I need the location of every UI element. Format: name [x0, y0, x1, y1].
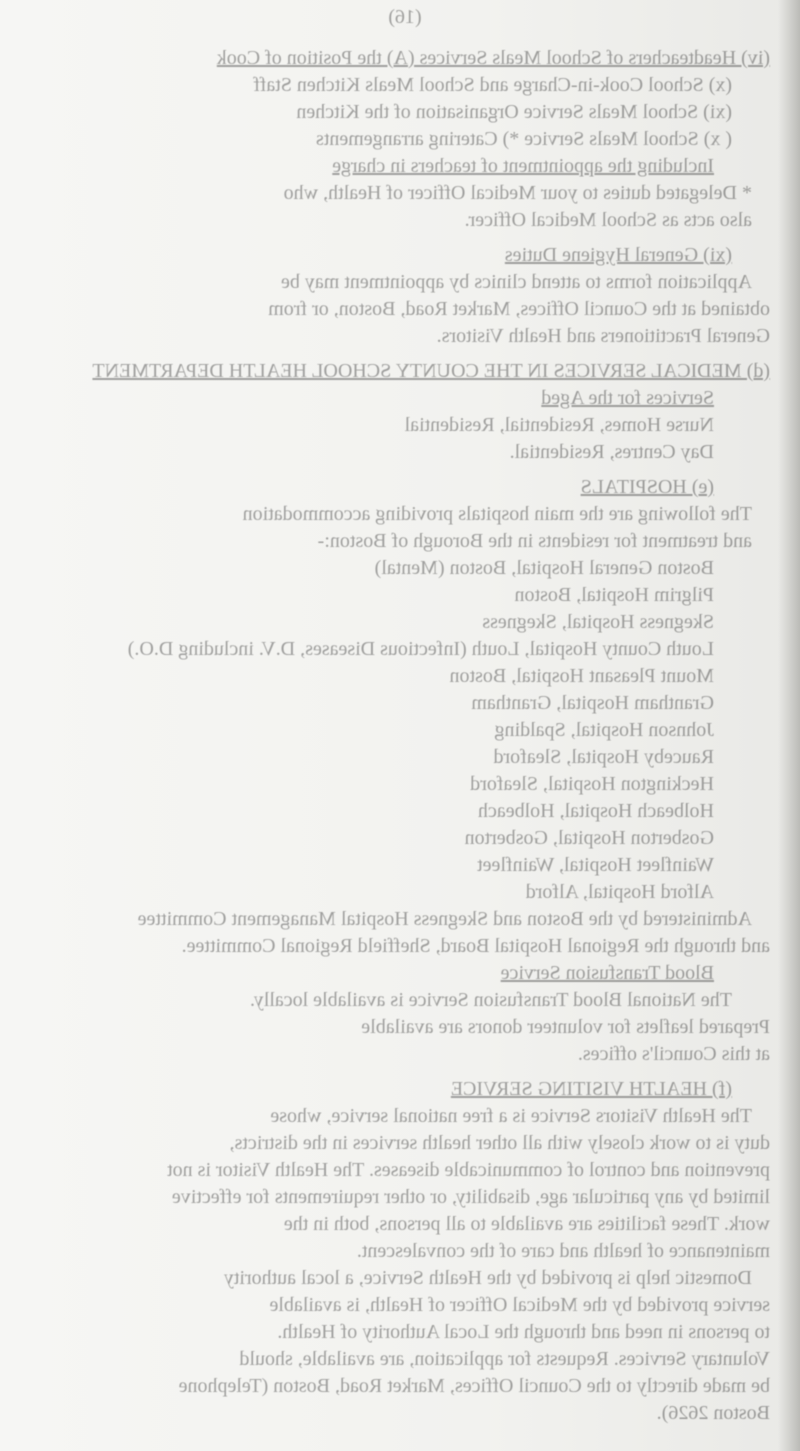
text-line: prevention and control of communicable diseases. The Health Visitor is not [167, 1159, 770, 1181]
text-line: (xi) School Meals Service Organisation of the Kitchen [296, 101, 732, 123]
text-line: (iv) Headteachers of School Meals Services (A) the Position of Cook [216, 47, 770, 69]
text-line: Services for the Aged [541, 387, 714, 409]
text-line: (f) HEALTH VISITING SERVICE [450, 1078, 732, 1100]
text-line: Heckington Hospital, Sleaford [470, 773, 714, 795]
text-line: and through the Regional Hospital Board, Sheffield Regional Committee. [181, 935, 770, 957]
text-line: General Practitioners and Health Visitors. [436, 325, 770, 347]
text-line: Louth County Hospital, Louth (Infectious Diseases, D.V. including D.O.) [127, 638, 714, 660]
page-number: (16) [388, 6, 422, 28]
text-line: The following are the main hospitals providing accommodation [242, 503, 752, 525]
text-line: also acts as School Medical Officer. [464, 209, 752, 231]
text-line: Johnson Hospital, Spalding [494, 719, 714, 741]
bleed-through-text [40, 0, 770, 1451]
text-line: limited by any particular age, disability, or other requirements for effective [171, 1186, 770, 1208]
text-line: Pilgrim Hospital, Boston [514, 584, 714, 606]
text-line: Prepared leaflets for volunteer donors are available [361, 1016, 770, 1038]
text-line: (x) School Cook-in-Charge and School Meals Kitchen Staff [253, 74, 732, 96]
text-line: Wainfleet Hospital, Wainfleet [477, 854, 714, 876]
text-line: Day Centres, Residential. [509, 441, 714, 463]
text-line: obtained at the Council Offices, Market Road, Boston, or from [268, 298, 770, 320]
text-line: be made directly to the Council Offices, Market Road, Boston (Telephone [178, 1375, 770, 1397]
text-line: (e) HOSPITALS [580, 476, 714, 498]
text-line: at this Council's offices. [577, 1043, 770, 1065]
text-line: Blood Transfusion Service [500, 962, 714, 984]
text-line: service provided by the Medical Officer of Health, is available [269, 1294, 770, 1316]
text-line: * Delegated duties to your Medical Officer of Health, who [283, 182, 752, 204]
text-line: Application forms to attend clinics by appointment may be [280, 271, 752, 293]
text-line: work. These facilities are available to all persons, both in the [283, 1213, 770, 1235]
text-line: Holbeach Hospital, Holbeach [477, 800, 714, 822]
text-line: (d) MEDICAL SERVICES IN THE COUNTY SCHOOL HEALTH DEPARTMENT [92, 360, 770, 382]
text-line: Skegness Hospital, Skegness [482, 611, 714, 633]
text-line: and treatment for residents in the Borough of Boston:- [317, 530, 752, 552]
text-line: Boston General Hospital, Boston (Mental) [374, 557, 714, 579]
text-line: The Health Visitors Service is a free national service, whose [270, 1105, 752, 1127]
text-line: Alford Hospital, Alford [525, 881, 714, 903]
text-line: (xi) General Hygiene Duties [504, 244, 732, 266]
text-line: Boston 2626). [656, 1402, 770, 1424]
text-line: Gosberton Hospital, Gosberton [464, 827, 714, 849]
text-line: The National Blood Transfusion Service is available locally. [250, 989, 732, 1011]
text-line: Grantham Hospital, Grantham [471, 692, 714, 714]
text-line: Including the appointment of teachers in charge [332, 155, 714, 177]
text-line: Nurse Homes, Residential, Residential [404, 414, 714, 436]
text-line: Rauceby Hospital, Sleaford [493, 746, 714, 768]
text-line: Voluntary Services. Requests for application, are available, should [239, 1348, 770, 1370]
text-line: Domestic help is provided by the Health Service, a local authority [223, 1267, 752, 1289]
text-line: Administered by the Boston and Skegness Hospital Management Committee [137, 908, 752, 930]
text-line: Mount Pleasant Hospital, Boston [449, 665, 714, 687]
text-line: maintenance of health and care of the convalescent. [356, 1240, 770, 1262]
text-line: to persons in need and through the Local Authority of Health. [277, 1321, 770, 1343]
text-line: ( x) School Meals Service *) Catering arrangements [316, 128, 732, 150]
text-line: duty is to work closely with all other health services in the districts, [229, 1132, 770, 1154]
